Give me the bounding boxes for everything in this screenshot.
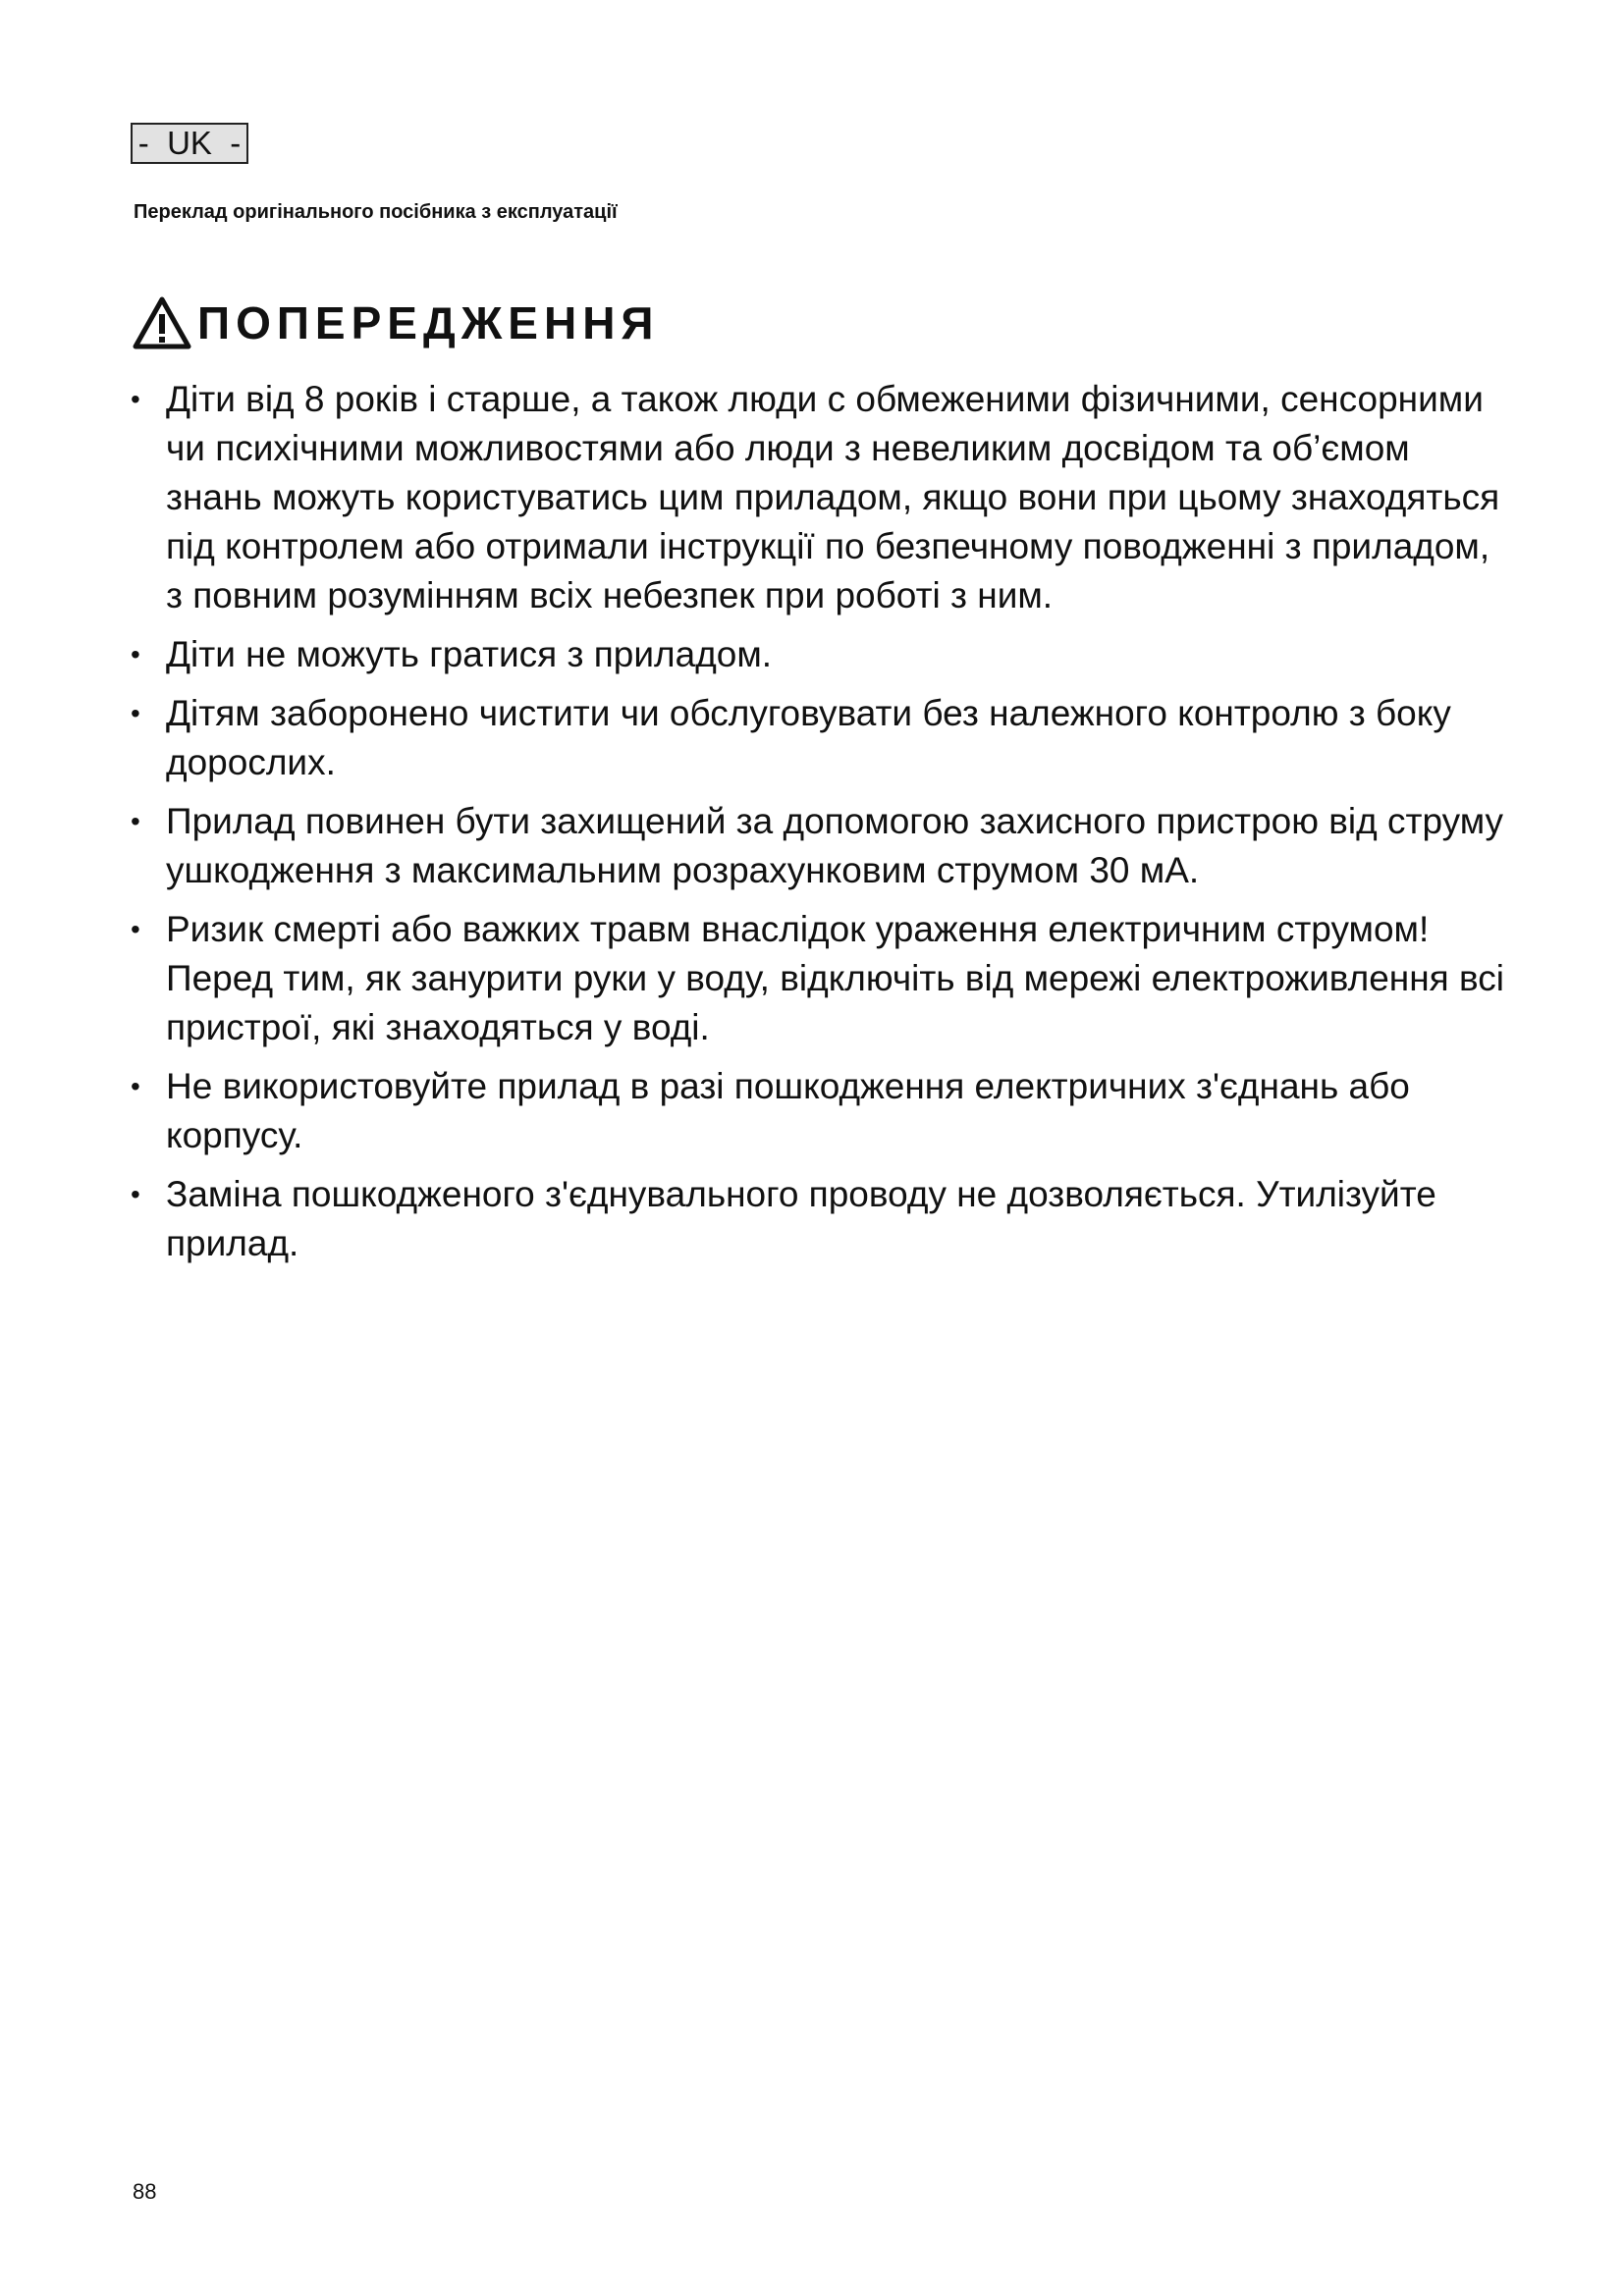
bullet-icon: • — [131, 384, 140, 414]
warning-item-text: Дітям заборонено чистити чи обслуговувати без належного контролю з боку дорослих. — [166, 693, 1451, 782]
bullet-icon: • — [131, 1071, 140, 1101]
warning-item-text: Ризик смерті або важких травм внаслідок ураження електричним струмом! Перед тим, як занурити руки у воду, відключіть від мережі електроживлення всі пристрої, які знаходяться у воді. — [166, 909, 1504, 1047]
language-badge: - UK - — [131, 123, 248, 164]
warning-item — [131, 375, 1505, 620]
warning-item-text: Не використовуйте прилад в разі пошкодження електричних з'єднань або корпусу. — [166, 1066, 1410, 1155]
bullet-icon: • — [131, 806, 140, 836]
warning-item — [131, 689, 1505, 787]
warning-item-text: Заміна пошкодженого з'єднувального проводу не дозволяється. Утилізуйте прилад. — [166, 1174, 1436, 1263]
bullet-icon: • — [131, 639, 140, 669]
bullet-icon: • — [131, 1179, 140, 1209]
warning-list — [131, 375, 1505, 1278]
warning-item-text: Прилад повинен бути захищений за допомогою захисного пристрою від струму ушкодження з максимальним розрахунковим струмом 30 мА. — [166, 801, 1504, 890]
warning-title: ПОПЕРЕДЖЕННЯ — [197, 297, 660, 348]
warning-heading — [133, 296, 659, 349]
warning-item — [131, 630, 1505, 679]
bullet-icon: • — [131, 914, 140, 944]
warning-item-text: Діти від 8 років і старше, а також люди с обмеженими фізичними, сенсорними чи психічними можливостями або люди з невеликим досвідом та об’ємом знань можуть користуватись цим приладом, якщо вони при цьому знаходяться під контролем або отримали інструкції по безпечному поводженні з приладом, з повним розумінням всіх небезпек при роботі з ним. — [166, 379, 1500, 615]
warning-item — [131, 905, 1505, 1052]
warning-item — [131, 1062, 1505, 1160]
page-number: 88 — [133, 2179, 157, 2204]
document-subtitle: Переклад оригінального посібника з експлуатації — [134, 201, 618, 223]
bullet-icon: • — [131, 698, 140, 728]
warning-triangle-icon — [133, 296, 191, 349]
warning-item-text: Діти не можуть гратися з приладом. — [166, 634, 773, 674]
warning-item — [131, 1170, 1505, 1268]
warning-item — [131, 797, 1505, 895]
